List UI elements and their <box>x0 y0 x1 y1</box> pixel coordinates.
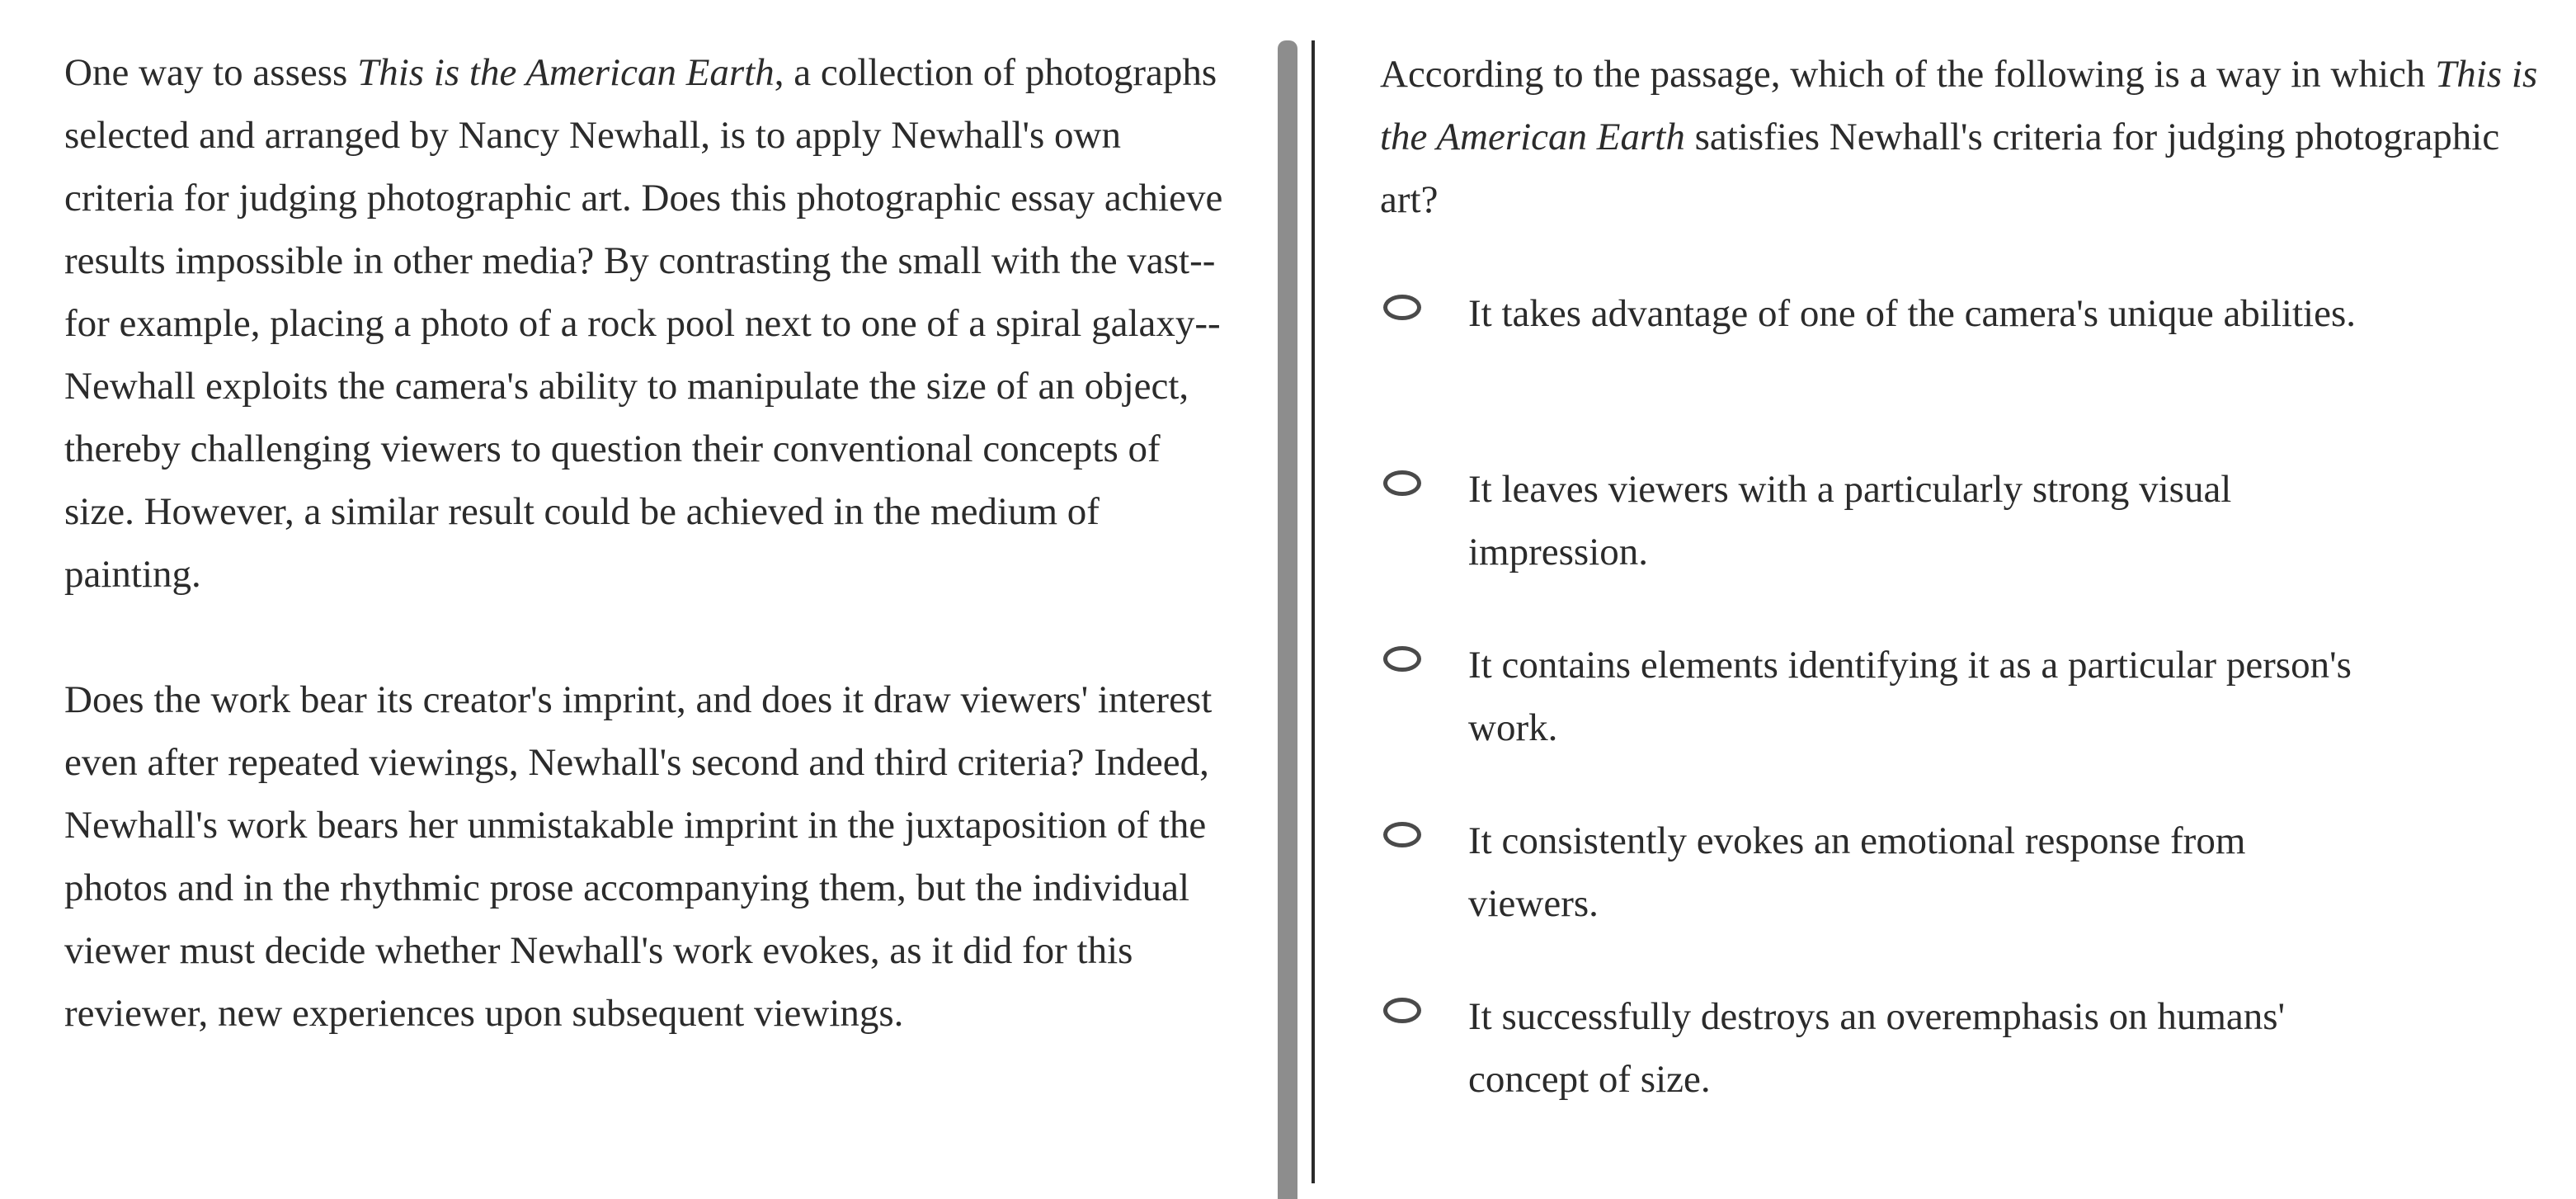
radio-button-icon[interactable] <box>1383 822 1421 847</box>
question-text: According to the passage, which of the following is a way in which <box>1380 53 2436 96</box>
answer-choice-label: It consistently evokes an emotional response from viewers. <box>1468 819 2246 925</box>
passage-paragraph-1 <box>64 41 1236 606</box>
passage-pane <box>64 41 1236 1045</box>
passage-paragraph-2: Does the work bear its creator's imprint, and does it draw viewers' interest even after repeated viewings, Newhall's second and third criteria? Indeed, Newhall's work bears her unmistakable imprint in the juxtaposition of the photos and in the rhythmic prose accompanying them, but the individual viewer must decide whether Newhall's work evokes, as it did for this reviewer, new experiences upon subsequent viewings. <box>64 678 1213 1035</box>
passage-text: One way to assess <box>64 51 358 94</box>
question-text: satisfies Newhall's criteria for judging photographic art? <box>1380 116 2500 221</box>
answer-choice-a[interactable] <box>1380 282 2551 345</box>
answer-choice-label: It successfully destroys an overemphasis on humans' concept of size. <box>1468 995 2286 1101</box>
answer-choice-label: It contains elements identifying it as a particular person's work. <box>1468 644 2352 749</box>
question-pane <box>1380 43 2551 1101</box>
answer-choice-c[interactable] <box>1380 634 2551 759</box>
radio-button-icon[interactable] <box>1383 295 1421 320</box>
question-stem <box>1380 43 2551 231</box>
book-title: This is the American Earth <box>1380 53 2538 158</box>
answer-choice-label: It leaves viewers with a particularly strong visual impression. <box>1468 468 2232 574</box>
radio-button-icon[interactable] <box>1383 998 1421 1023</box>
answer-choice-b[interactable] <box>1380 458 2551 583</box>
book-title: This is the American Earth <box>357 51 775 94</box>
pane-divider <box>1312 40 1315 1183</box>
answer-choice-d[interactable] <box>1380 810 2551 935</box>
radio-button-icon[interactable] <box>1383 646 1421 672</box>
pane-splitter-handle[interactable] <box>1278 40 1297 1199</box>
answer-choice-label: It takes advantage of one of the camera's unique abilities. <box>1468 292 2356 335</box>
passage-text: , a collection of photographs selected and arranged by Nancy Newhall, is to apply Newhall's own criteria for judging photographic art. Does this photographic essay achieve results impossible in other media? By contrasting the small with the vast--for example, placing a photo of a rock pool next to one of a spiral galaxy--Newhall exploits the camera's ability to manipulate the size of an object, thereby challenging viewers to question their conventional concepts of size. However, a similar result could be achieved in the medium of painting. <box>64 51 1223 596</box>
answer-choice-e[interactable] <box>1380 985 2551 1111</box>
radio-button-icon[interactable] <box>1383 470 1421 496</box>
